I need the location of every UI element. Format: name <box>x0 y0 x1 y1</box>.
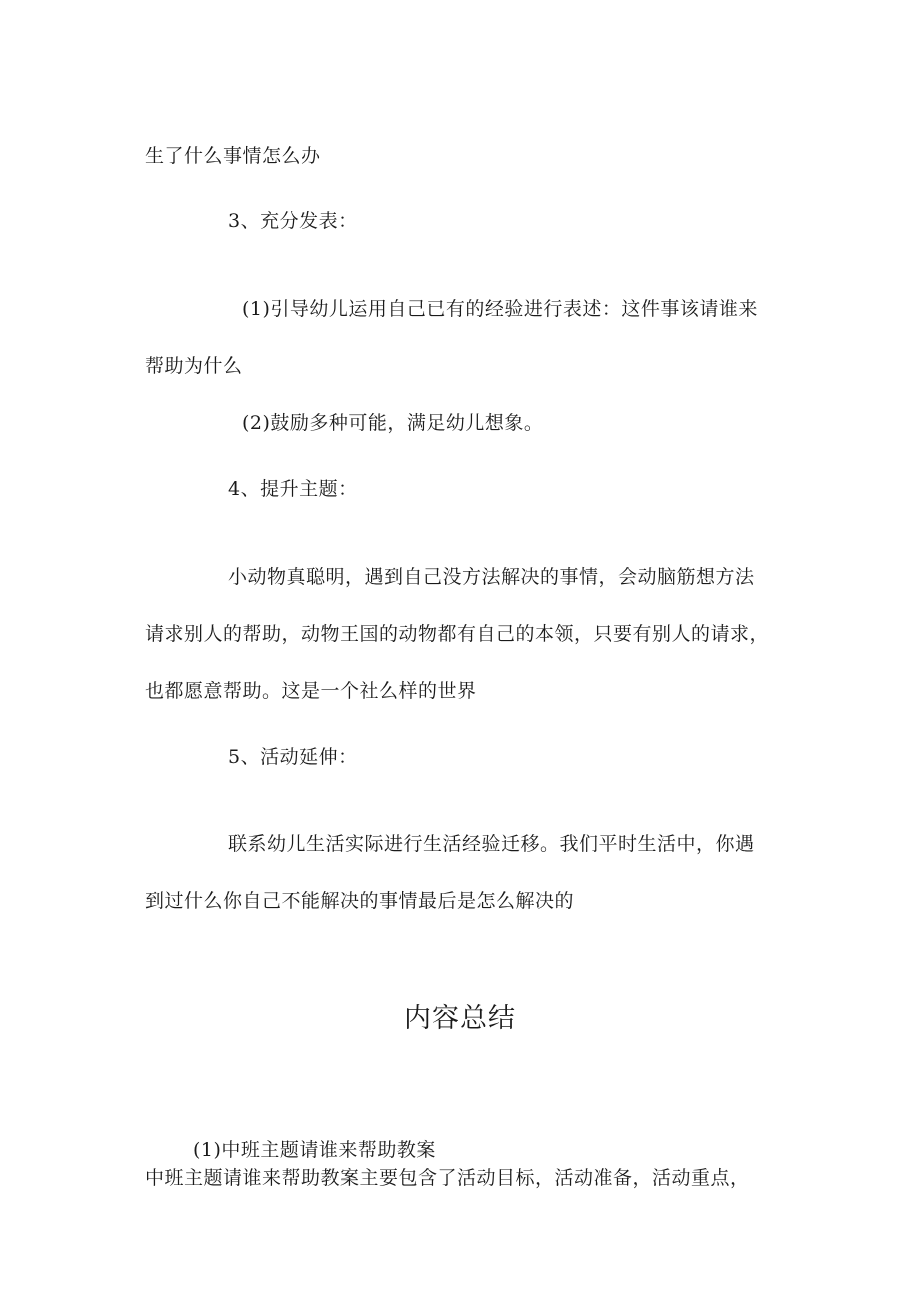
summary-item-1: (1)中班主题请谁来帮助教案 <box>193 1139 436 1161</box>
section-heading-5: 5、活动延伸： <box>228 746 358 768</box>
paragraph-5-line-1: 联系幼儿生活实际进行生活经验迁移。我们平时生活中，你遇 <box>228 833 755 855</box>
paragraph-4-line-2: 请求别人的帮助，动物王国的动物都有自己的本领，只要有别人的请求， <box>145 623 770 645</box>
paragraph-4-line-3: 也都愿意帮助。这是一个社么样的世界 <box>145 680 477 702</box>
paragraph-5-line-2: 到过什么你自己不能解决的事情最后是怎么解决的 <box>145 890 575 912</box>
summary-title: 内容总结 <box>404 1003 516 1034</box>
summary-text: 中班主题请谁来帮助教案主要包含了活动目标，活动准备，活动重点， <box>145 1167 750 1189</box>
list-item-1-line-1: (1)引导幼儿运用自己已有的经验进行表述：这件事该请谁来 <box>242 298 758 320</box>
section-heading-3: 3、充分发表： <box>228 210 358 232</box>
list-item-1-line-2: 帮助为什么 <box>145 355 243 377</box>
paragraph-4-line-1: 小动物真聪明，遇到自己没方法解决的事情，会动脑筋想方法 <box>228 566 755 588</box>
text-line: 生了什么事情怎么办 <box>145 145 321 167</box>
section-heading-4: 4、提升主题： <box>228 478 358 500</box>
list-item-2: (2)鼓励多种可能，满足幼儿想象。 <box>242 412 544 434</box>
